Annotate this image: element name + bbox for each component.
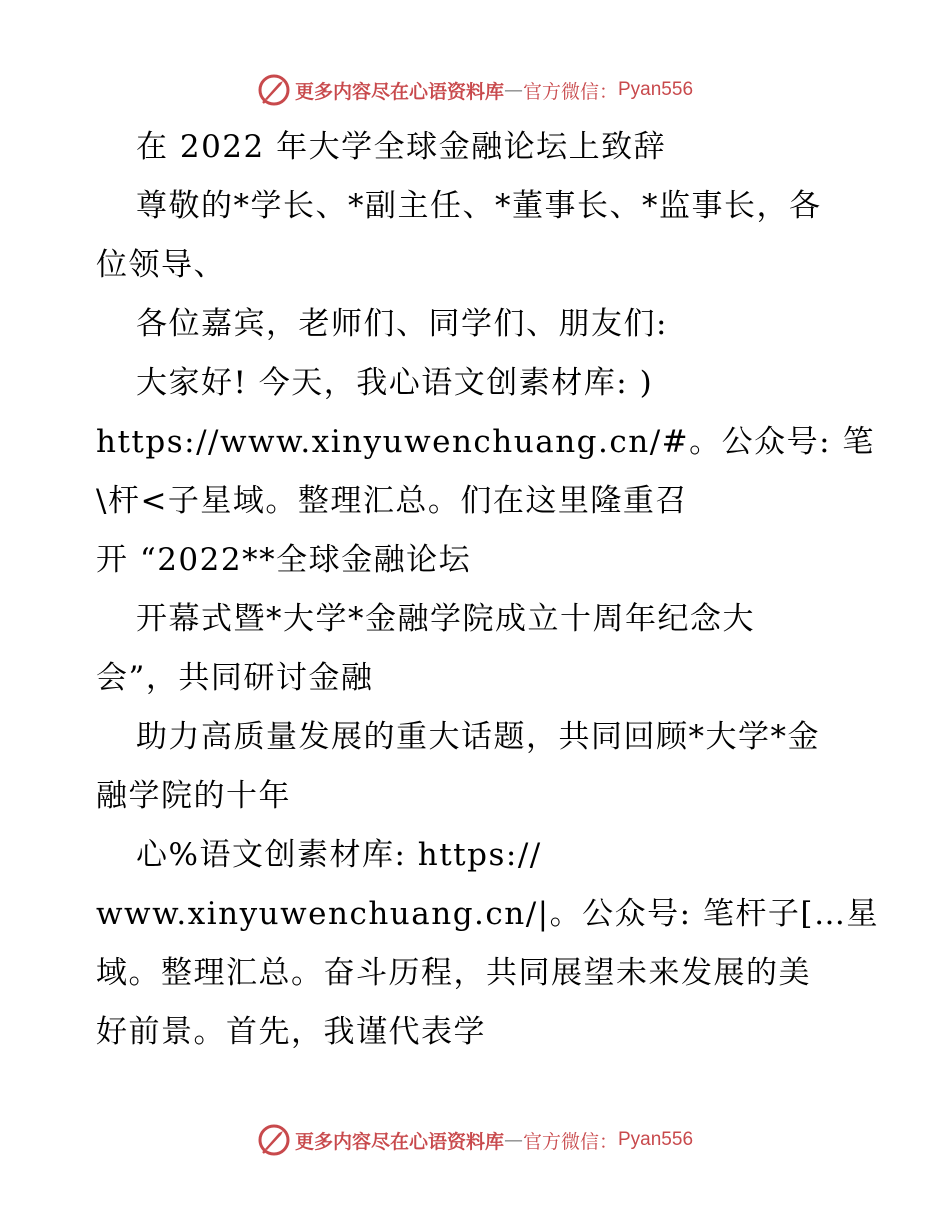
banner-site-text: 更多内容尽在心语资料库 bbox=[294, 1130, 504, 1153]
doc-line: 会”，共同研讨金融 bbox=[96, 660, 374, 696]
doc-line: \杆<子星域。整理汇总。们在这里隆重召 bbox=[96, 483, 688, 519]
banner-wechat-label: 官方微信： bbox=[522, 1130, 618, 1153]
doc-line: www.xinyuwenchuang.cn/|。公众号: 笔杆子[…星 bbox=[96, 896, 880, 932]
doc-line: 开幕式暨*大学*金融学院成立十周年纪念大 bbox=[136, 601, 755, 637]
doc-line: 开 “2022**全球金融论坛 bbox=[96, 542, 472, 578]
banner-wechat-label: 官方微信： bbox=[522, 80, 618, 103]
doc-line: 助力高质量发展的重大话题，共同回顾*大学*金 bbox=[136, 719, 820, 755]
banner-wechat-id: Pyan556 bbox=[618, 79, 694, 100]
banner-site-text: 更多内容尽在心语资料库 bbox=[294, 80, 504, 103]
doc-line: 好前景。首先，我谨代表学 bbox=[96, 1014, 486, 1050]
footer-banner bbox=[0, 1120, 950, 1160]
doc-line: https://www.xinyuwenchuang.cn/#。公众号: 笔 bbox=[96, 424, 875, 460]
banner-separator: — bbox=[503, 1129, 523, 1151]
doc-line: 位领导、 bbox=[96, 247, 226, 283]
doc-line: 大家好! 今天，我心语文创素材库: ) bbox=[136, 365, 654, 401]
doc-line: 域。整理汇总。奋斗历程，共同展望未来发展的美 bbox=[96, 955, 811, 991]
doc-line: 各位嘉宾，老师们、同学们、朋友们: bbox=[136, 306, 668, 342]
doc-line: 尊敬的*学长、*副主任、*董事长、*监事长，各 bbox=[136, 188, 822, 224]
doc-line: 融学院的十年 bbox=[96, 778, 291, 814]
doc-line: 在 2022 年大学全球金融论坛上致辞 bbox=[136, 129, 667, 165]
doc-line: 心%语文创素材库: https:// bbox=[136, 837, 542, 873]
header-banner bbox=[0, 70, 950, 110]
document-body bbox=[96, 118, 880, 1062]
quill-logo-icon bbox=[257, 73, 291, 107]
banner-wechat-id: Pyan556 bbox=[618, 1129, 694, 1150]
banner-separator: — bbox=[503, 79, 523, 101]
quill-logo-icon bbox=[257, 1123, 291, 1157]
